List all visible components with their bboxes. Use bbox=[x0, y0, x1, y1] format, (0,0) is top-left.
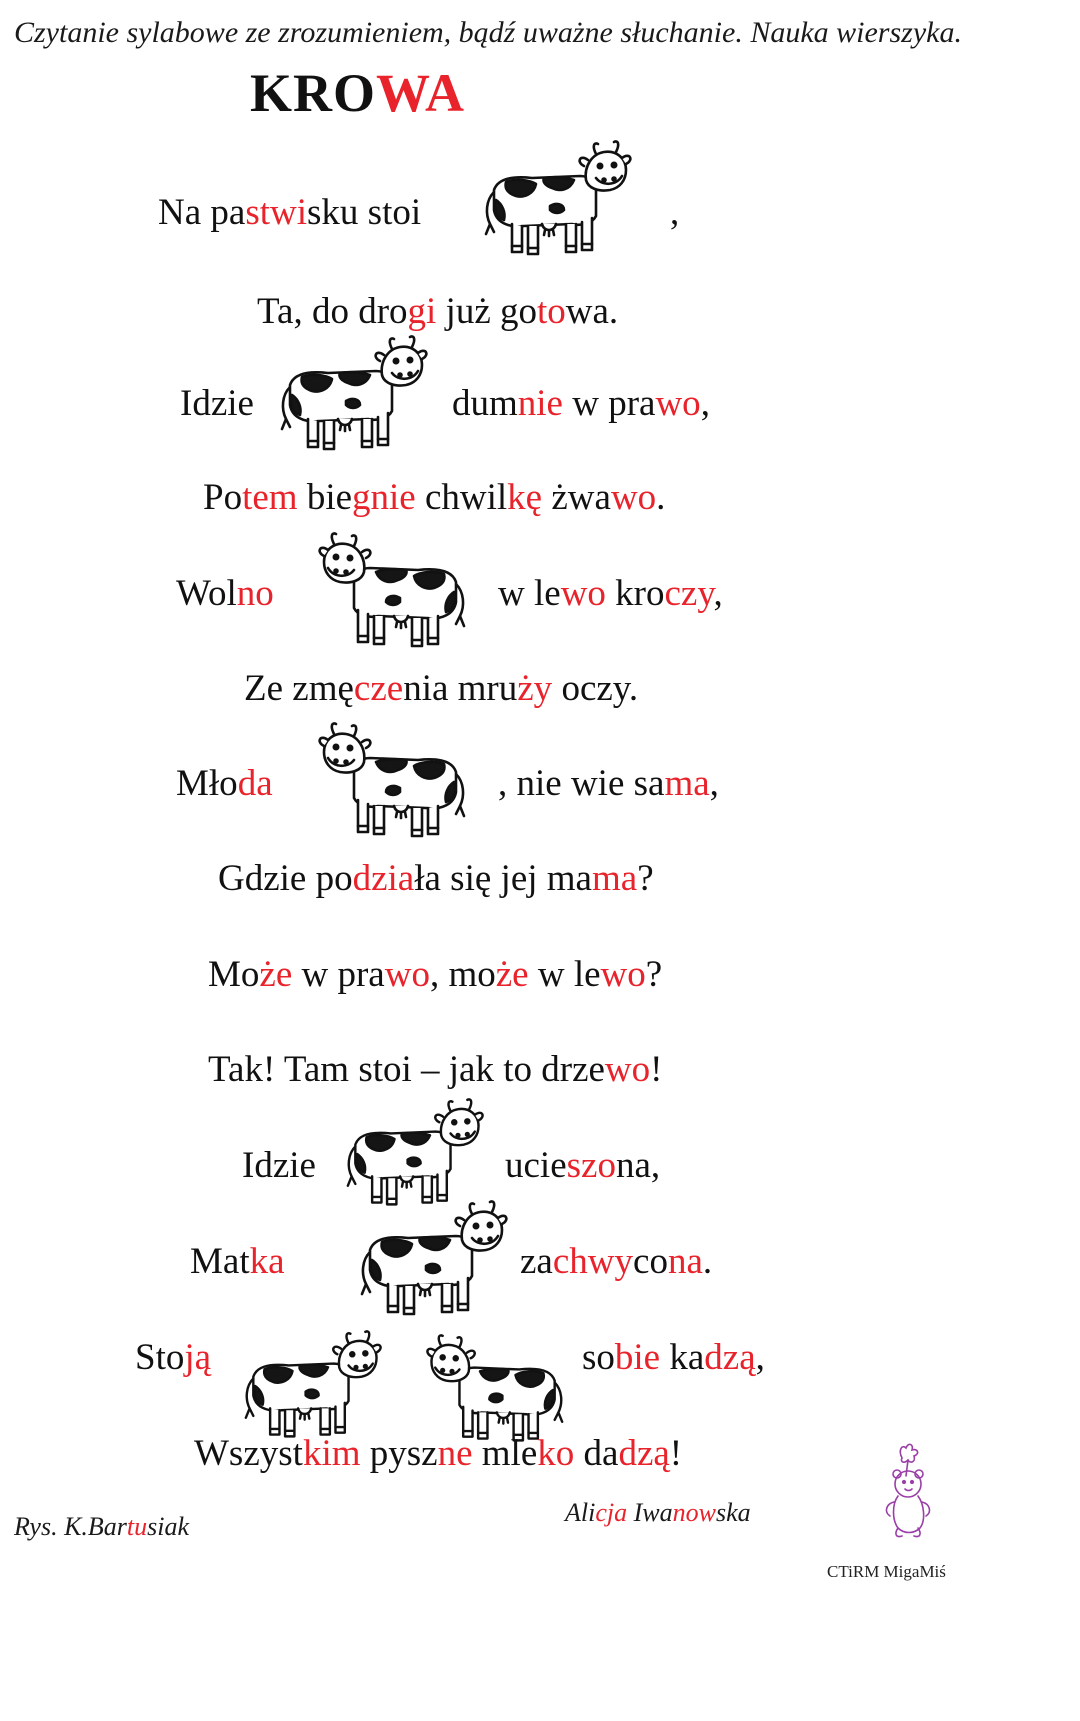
highlighted-syllable: wo bbox=[560, 573, 606, 614]
text-segment: ska bbox=[715, 1498, 751, 1527]
highlighted-syllable: dzą bbox=[618, 1433, 670, 1474]
highlighted-syllable: cja bbox=[595, 1498, 628, 1527]
text-segment: kro bbox=[605, 573, 665, 614]
text-segment: oczy. bbox=[552, 668, 639, 709]
highlighted-syllable: wo bbox=[604, 1049, 651, 1090]
text-segment: Ta, do dro bbox=[257, 291, 408, 332]
text-segment: da bbox=[574, 1433, 619, 1474]
highlighted-syllable: ka bbox=[249, 1241, 285, 1282]
text-segment: Ali bbox=[565, 1498, 596, 1527]
highlighted-syllable: wo bbox=[600, 954, 646, 995]
text-segment: Mło bbox=[176, 763, 238, 804]
poem-line-9 bbox=[208, 953, 662, 997]
poem-line-10 bbox=[208, 1048, 662, 1092]
text-segment: ła się jej ma bbox=[414, 858, 592, 899]
text-segment: ucie bbox=[505, 1145, 567, 1186]
text-segment: żwa bbox=[542, 477, 611, 518]
text-segment: Idzie bbox=[180, 383, 254, 424]
text-segment: Na pa bbox=[158, 192, 246, 233]
cow-icon bbox=[244, 1330, 384, 1442]
text-segment: , mo bbox=[429, 954, 496, 995]
highlighted-syllable: chwy bbox=[552, 1241, 634, 1282]
text-segment: KRO bbox=[250, 63, 377, 123]
poem-line-3-end bbox=[452, 382, 710, 426]
highlighted-syllable: ją bbox=[184, 1337, 212, 1378]
text-segment: na, bbox=[615, 1145, 661, 1186]
cow-icon bbox=[360, 1200, 510, 1320]
poem-line-13-start bbox=[135, 1336, 211, 1380]
highlighted-syllable: że bbox=[259, 954, 293, 995]
text-segment: . bbox=[656, 477, 666, 518]
highlighted-syllable: dzia bbox=[352, 858, 415, 899]
highlighted-syllable: cze bbox=[353, 668, 404, 709]
poem-line-5-end bbox=[498, 572, 723, 616]
highlighted-syllable: ma bbox=[664, 763, 710, 804]
highlighted-syllable: tu bbox=[126, 1512, 148, 1541]
text-segment: so bbox=[582, 1337, 615, 1378]
highlighted-syllable: nie bbox=[517, 383, 563, 424]
text-segment: , bbox=[713, 573, 723, 614]
text-segment: bie bbox=[297, 477, 353, 518]
text-segment: Tak! Tam stoi – jak to drze bbox=[208, 1049, 605, 1090]
poem-line-7-end bbox=[498, 762, 719, 806]
text-segment: ! bbox=[669, 1433, 683, 1474]
highlighted-syllable: bie bbox=[614, 1337, 661, 1378]
text-segment: , bbox=[700, 383, 710, 424]
highlighted-syllable: kę bbox=[507, 477, 543, 518]
poem-title bbox=[250, 62, 465, 124]
text-segment: ? bbox=[645, 954, 663, 995]
text-segment: wa. bbox=[565, 291, 619, 332]
highlighted-syllable: now bbox=[672, 1498, 716, 1527]
text-segment: siak bbox=[147, 1512, 190, 1541]
text-segment: w le bbox=[498, 573, 561, 614]
poem-line-11-end bbox=[505, 1144, 660, 1188]
text-segment: Iwa bbox=[627, 1498, 673, 1527]
text-segment: za bbox=[520, 1241, 553, 1282]
text-segment: Mo bbox=[208, 954, 260, 995]
text-segment: co bbox=[633, 1241, 668, 1282]
text-segment: mle bbox=[472, 1433, 538, 1474]
poem-line-1-end bbox=[670, 191, 679, 235]
text-segment: . bbox=[702, 1241, 713, 1282]
poem-line-13-end bbox=[582, 1336, 765, 1380]
highlighted-syllable: no bbox=[236, 573, 274, 614]
poem-line-2 bbox=[257, 290, 618, 334]
text-segment: , bbox=[755, 1337, 765, 1378]
highlighted-syllable: to bbox=[537, 291, 566, 332]
highlighted-syllable: wo bbox=[610, 477, 657, 518]
poem-line-12-end bbox=[520, 1240, 712, 1284]
highlighted-syllable: gi bbox=[407, 291, 437, 332]
cow-icon bbox=[280, 335, 430, 455]
poem-line-12-start bbox=[190, 1240, 285, 1284]
highlighted-syllable: na bbox=[667, 1241, 703, 1282]
poem-line-8 bbox=[218, 857, 654, 901]
highlighted-syllable: da bbox=[237, 763, 273, 804]
highlighted-syllable: ma bbox=[591, 858, 638, 899]
text-segment: w pra bbox=[292, 954, 385, 995]
text-segment: Wszyst bbox=[194, 1433, 303, 1474]
text-segment: Gdzie po bbox=[218, 858, 353, 899]
text-segment: nia mru bbox=[403, 668, 518, 709]
highlighted-syllable: WA bbox=[376, 63, 466, 123]
highlighted-syllable: wo bbox=[384, 954, 430, 995]
text-segment: , bbox=[670, 192, 680, 233]
instruction-header: Czytanie sylabowe ze zrozumieniem, bądź uważne słuchanie. Nauka wierszyka. bbox=[14, 16, 962, 49]
cow-icon bbox=[424, 1334, 564, 1446]
highlighted-syllable: że bbox=[495, 954, 529, 995]
highlighted-syllable: czy bbox=[664, 573, 714, 614]
logo-label: CTiRM MigaMiś bbox=[827, 1562, 946, 1581]
cow-icon bbox=[346, 1098, 486, 1210]
cow-icon bbox=[316, 532, 466, 652]
highlighted-syllable: ne bbox=[437, 1433, 473, 1474]
highlighted-syllable: tem bbox=[242, 477, 298, 518]
highlighted-syllable: ży bbox=[517, 668, 553, 709]
highlighted-syllable: wo bbox=[655, 383, 701, 424]
poem-line-6 bbox=[244, 667, 638, 711]
teddy-bear-with-flower-icon bbox=[872, 1440, 942, 1540]
text-segment: Sto bbox=[135, 1337, 185, 1378]
text-segment: , bbox=[709, 763, 719, 804]
text-segment: ? bbox=[637, 858, 654, 899]
illustrator-credit bbox=[14, 1512, 189, 1542]
text-segment: Rys. K.Bar bbox=[14, 1512, 127, 1541]
highlighted-syllable: stwi bbox=[245, 192, 308, 233]
poem-line-14 bbox=[194, 1432, 682, 1476]
highlighted-syllable: ko bbox=[537, 1433, 575, 1474]
text-segment: chwil bbox=[415, 477, 508, 518]
text-segment: sku stoi bbox=[307, 192, 422, 233]
poem-author bbox=[565, 1498, 751, 1528]
text-segment: pysz bbox=[360, 1433, 438, 1474]
text-segment: Idzie bbox=[242, 1145, 316, 1186]
poem-line-7-start bbox=[176, 762, 273, 806]
cow-icon bbox=[316, 722, 466, 842]
highlighted-syllable: gnie bbox=[352, 477, 416, 518]
poem-line-5-start bbox=[176, 572, 274, 616]
cow-icon bbox=[484, 140, 634, 260]
text-segment: Ze zmę bbox=[244, 668, 354, 709]
text-segment: w le bbox=[528, 954, 601, 995]
poem-line-11-start bbox=[242, 1144, 316, 1188]
poem-line-1-start bbox=[158, 191, 421, 235]
text-segment: już go bbox=[436, 291, 537, 332]
text-segment: , nie wie sa bbox=[498, 763, 665, 804]
text-segment: Wol bbox=[176, 573, 237, 614]
poem-line-4 bbox=[203, 476, 665, 520]
poem-line-3-start bbox=[180, 382, 254, 426]
text-segment: Mat bbox=[190, 1241, 250, 1282]
highlighted-syllable: dzą bbox=[704, 1337, 756, 1378]
text-segment: w pra bbox=[562, 383, 656, 424]
highlighted-syllable: kim bbox=[302, 1433, 361, 1474]
highlighted-syllable: szo bbox=[566, 1145, 616, 1186]
text-segment: ka bbox=[660, 1337, 705, 1378]
text-segment: ! bbox=[650, 1049, 663, 1090]
text-segment: dum bbox=[452, 383, 518, 424]
text-segment: Po bbox=[203, 477, 243, 518]
